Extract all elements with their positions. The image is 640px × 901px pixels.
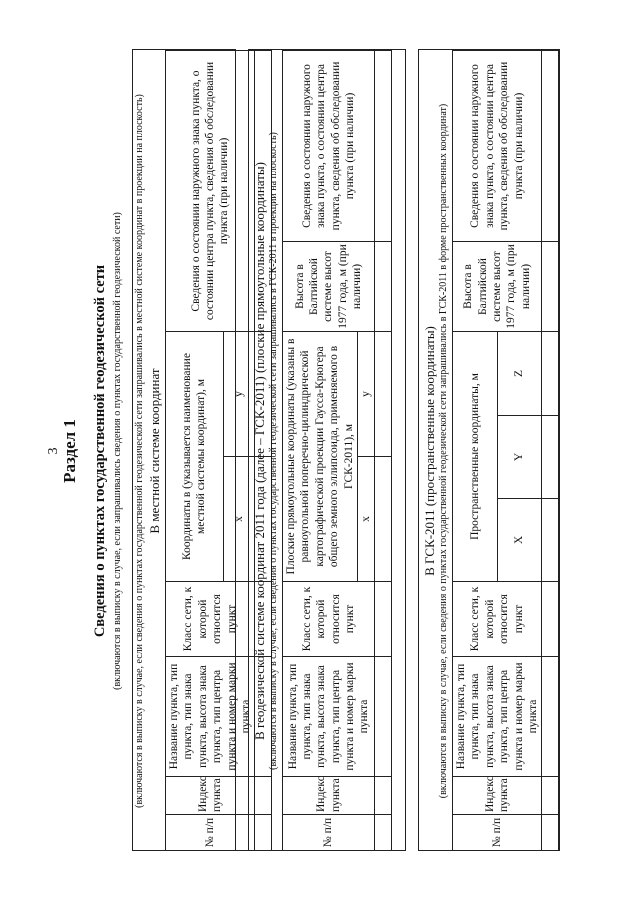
main-title: Сведения о пунктах государственной геодезической сети: [92, 264, 108, 638]
col-index-header: Индекс пункта: [453, 777, 542, 815]
col-name-header: Название пункта, тип пункта, тип знака пункта, высота знака пункта, тип центра пункта и номер марки пункта: [166, 657, 255, 777]
block3-table: [452, 50, 559, 851]
col-class-header: Класс сети, к которой относится пункт: [283, 582, 375, 657]
col-y-header: y: [223, 332, 255, 457]
col-name-header: Название пункта, тип пункта, тип знака пункта, высота знака пункта, тип центра пункта и номер марки пункта: [453, 657, 542, 777]
col-class-header: Класс сети, к которой относится пункт: [453, 582, 542, 657]
col-no-header: № п/п: [166, 815, 255, 851]
block2-heading: В геодезической системе координат 2011 года (далее – ГСК-2011) (плоские прямоугольные координаты): [252, 162, 267, 740]
col-y-header: Y: [497, 416, 542, 499]
col-state-header: Сведения о состоянии наружного знака пункта, о состоянии центра пункта, сведения об обследовании пункта (при наличии): [166, 51, 255, 332]
block2-table: [282, 50, 392, 851]
block1-heading: В местной системе координат: [147, 368, 162, 534]
section-title: Раздел 1: [60, 419, 79, 483]
col-coords-header: Координаты в (указывается наименование местной системы координат), м: [166, 332, 224, 582]
col-height-header: Высота в Балтийской системе высот 1977 года, м (при наличии): [453, 242, 542, 332]
col-coords-header: Плоские прямоугольные координаты (указаны в равноугольной поперечно-цилиндрической картографической проекции Гаусса-Крюгера общего земного эллипсоида, применяемого в ГСК-2011), м: [283, 331, 358, 581]
col-no-header: № п/п: [283, 815, 375, 851]
col-coords-header: Пространственные координаты, м: [453, 332, 498, 582]
col-height-header: Высота в Балтийской системе высот 1977 года, м (при наличии): [283, 241, 375, 331]
col-y-header: y: [357, 331, 374, 456]
col-index-header: Индекс пункта: [166, 777, 255, 815]
col-state-header: Сведения о состоянии наружного знака пункта, о состоянии центра пункта, сведения об обследовании пункта (при наличии): [453, 51, 542, 242]
block1-note: (включаются в выписку в случае, если сведения о пунктах государственной геодезической сети запрашивались в местной системе координат в проекции на плоскость): [134, 94, 145, 808]
block3-note: (включаются в выписку в случае, если сведения о пунктах государственной геодезической сети запрашивались в ГСК-2011 в форме пространственных координат): [438, 103, 449, 799]
col-index-header: Индекс пункта: [283, 777, 375, 815]
main-note: (включаются в выписку в случае, если запрашивались сведения о пунктах государственной геодезической сети): [112, 212, 123, 690]
col-x-header: x: [223, 457, 255, 582]
col-x-header: x: [357, 457, 374, 582]
block2-note: (включаются в выписку в случае, если сведения о пунктах государственной геодезической сети запрашивались в ГСК-2011 в проекции на плоскость): [268, 132, 279, 770]
col-z-header: Z: [497, 332, 542, 416]
table-row: [542, 51, 559, 851]
col-state-header: Сведения о состоянии наружного знака пункта, о состоянии центра пункта, сведения об обследовании пункта (при наличии): [283, 50, 375, 241]
block3-heading: В ГСК-2011 (пространственные координаты): [422, 326, 437, 576]
col-x-header: X: [497, 499, 542, 582]
page-number: 3: [46, 447, 61, 455]
col-name-header: Название пункта, тип пункта, тип знака пункта, высота знака пункта, тип центра пункта и номер марки пункта: [283, 657, 375, 777]
table-row: [375, 50, 392, 850]
col-no-header: № п/п: [453, 815, 542, 851]
col-class-header: Класс сети, к которой относится пункт: [166, 582, 255, 657]
